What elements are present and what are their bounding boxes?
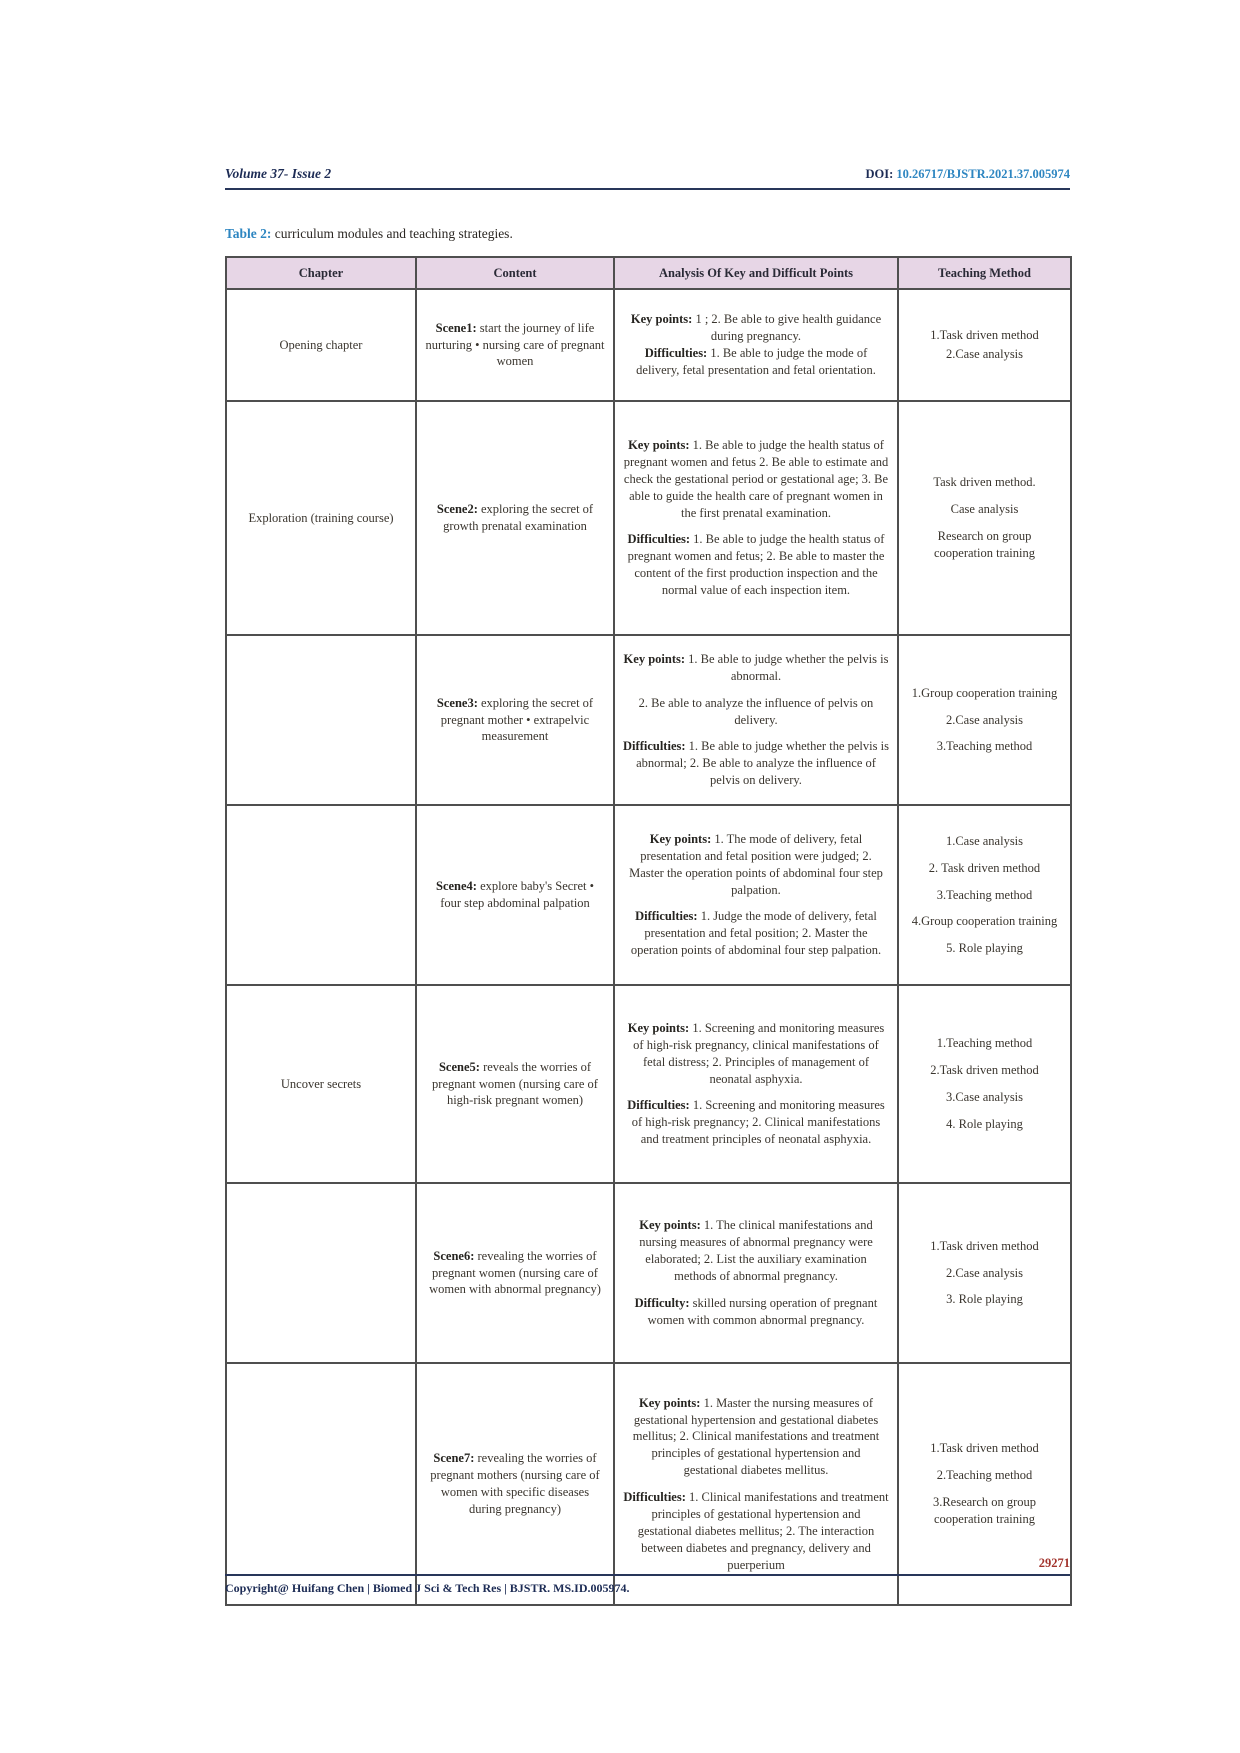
analysis-cell — [614, 635, 898, 805]
teaching-method-cell — [898, 985, 1071, 1183]
content-cell — [416, 1183, 614, 1363]
chapter-cell: Uncover secrets — [226, 985, 416, 1183]
teaching-method-item: 2.Task driven method — [930, 1063, 1039, 1078]
teaching-method-item: Task driven method. — [933, 475, 1036, 490]
doi-link[interactable]: 10.26717/BJSTR.2021.37.005974 — [896, 167, 1070, 181]
analysis-cell — [614, 401, 898, 635]
teaching-method-item: 2.Case analysis — [945, 712, 1024, 727]
analysis-paragraph: Difficulties: 1. Judge the mode of delivery, fetal presentation and fetal position; 2. Master the operation points of abdominal four step palpation. — [630, 909, 882, 958]
teaching-method-item: 3.Case analysis — [945, 1090, 1024, 1104]
column-header: Analysis Of Key and Difficult Points — [614, 257, 898, 289]
teaching-method-item: 3.Teaching method — [936, 887, 1033, 902]
analysis-paragraph: Difficulties: 1. Be able to judge the health status of pregnant women and fetus; 2. Be able to master the content of the first production inspection and the normal value of each inspection item. — [627, 532, 885, 598]
analysis-paragraph: Difficulty: skilled nursing operation of pregnant women with common abnormal pregnancy. — [634, 1295, 878, 1327]
scene-title: Scene1: start the journey of life nurturing • nursing care of pregnant women — [425, 320, 605, 369]
header-rule — [225, 188, 1070, 190]
teaching-method-cell — [898, 1183, 1071, 1363]
teaching-method-item: 3.Teaching method — [936, 739, 1033, 754]
chapter-cell: Exploration (training course) — [226, 401, 416, 635]
curriculum-table — [225, 256, 1072, 1606]
doi-label: DOI: — [865, 167, 894, 181]
teaching-method-item: Research on group cooperation training — [933, 529, 1035, 560]
scene-title: Scene6: revealing the worries of pregnant women (nursing care of women with abnormal pregnancy) — [429, 1248, 601, 1297]
teaching-method-item: 3.Research on group cooperation training — [932, 1495, 1037, 1526]
table-row — [226, 401, 1071, 635]
analysis-paragraph: Key points: 1. The clinical manifestations and nursing measures of abnormal pregnancy were elaborated; 2. List the auxiliary examination methods of abnormal pregnancy. — [639, 1218, 873, 1283]
teaching-method-item: 1.Task driven method — [930, 1441, 1039, 1456]
analysis-paragraph: Key points: 1. Screening and monitoring measures of high-risk pregnancy, clinical manifestations of fetal distress; 2. Principles of management of neonatal asphyxia. — [627, 1020, 885, 1086]
teaching-method-item: 1.Teaching method — [936, 1036, 1033, 1051]
content-cell — [416, 635, 614, 805]
copyright-text: Copyright@ Huifang Chen | Biomed J Sci & Tech Res | BJSTR. MS.ID.005974. — [225, 1581, 630, 1595]
analysis-paragraph: Key points: 1 ; 2. Be able to give health guidance during pregnancy. — [630, 312, 882, 344]
table-row — [226, 985, 1071, 1183]
teaching-method-item: 2.Teaching method — [936, 1468, 1033, 1483]
scene-title: Scene2: exploring the secret of growth prenatal examination — [436, 502, 594, 533]
content-cell — [416, 289, 614, 401]
teaching-method-item: 1.Group cooperation training — [911, 685, 1058, 700]
analysis-cell — [614, 985, 898, 1183]
analysis-paragraph: Key points: 1. Be able to judge whether the pelvis is abnormal. — [623, 651, 889, 683]
chapter-cell — [226, 635, 416, 805]
analysis-cell — [614, 1183, 898, 1363]
column-header: Content — [416, 257, 614, 289]
analysis-cell — [614, 805, 898, 985]
analysis-paragraph: Key points: 1. Be able to judge the health status of pregnant women and fetus 2. Be able to estimate and check the gestational period or gestational age; 3. Be able to guide the health care of pregnant women in the first prenatal examination. — [623, 438, 889, 520]
analysis-paragraph: Difficulties: 1. Be able to judge whether the pelvis is abnormal; 2. Be able to analyze the influence of pelvis on delivery. — [623, 739, 889, 788]
chapter-cell — [226, 1183, 416, 1363]
table-row — [226, 805, 1071, 985]
scene-title: Scene5: reveals the worries of pregnant women (nursing care of high-risk pregnant women) — [432, 1059, 598, 1108]
content-cell — [416, 805, 614, 985]
teaching-method-item: 1.Task driven method — [930, 1238, 1039, 1253]
teaching-method-item: 3. Role playing — [946, 1292, 1023, 1307]
teaching-method-item: 2.Case analysis — [945, 347, 1024, 361]
column-header: Teaching Method — [898, 257, 1071, 289]
table-caption — [225, 226, 513, 242]
teaching-method-cell — [898, 805, 1071, 985]
content-cell — [416, 985, 614, 1183]
chapter-cell: Opening chapter — [226, 289, 416, 401]
analysis-paragraph: Difficulties: 1. Clinical manifestations and treatment principles of gestational hypertension and gestational diabetes mellitus; 2. The interaction between diabetes and pregnancy, delivery and puerperium — [623, 1490, 889, 1572]
teaching-method-item: 4.Group cooperation training — [911, 914, 1058, 929]
scene-title: Scene7: revealing the worries of pregnant mothers (nursing care of women with specific diseases during pregnancy) — [430, 1451, 600, 1516]
volume-issue: Volume 37- Issue 2 — [225, 166, 332, 181]
page-header — [225, 166, 1070, 190]
teaching-method-item: 1.Task driven method — [930, 328, 1039, 343]
table-row — [226, 1183, 1071, 1363]
table-row — [226, 635, 1071, 805]
table-caption-text: curriculum modules and teaching strategies. — [271, 226, 513, 241]
doi — [865, 167, 1070, 182]
teaching-method-item: 2.Case analysis — [945, 1265, 1024, 1280]
analysis-paragraph: Key points: 1. Master the nursing measures of gestational hypertension and gestational diabetes mellitus; 2. Clinical manifestations and treatment principles of gestational hypertension and gestational diabetes mellitus. — [632, 1395, 880, 1478]
column-header: Chapter — [226, 257, 416, 289]
analysis-paragraph: Difficulties: 1. Screening and monitoring measures of high-risk pregnancy; 2. Clinical manifestations and treatment principles of neonatal asphyxia. — [627, 1098, 885, 1147]
chapter-cell — [226, 805, 416, 985]
analysis-paragraph: Key points: 1. The mode of delivery, fetal presentation and fetal position were judged; 2. Master the operation points of abdominal four step palpation. — [629, 831, 883, 897]
teaching-method-item: 1.Case analysis — [945, 833, 1024, 848]
page-number: 29271 — [1038, 1556, 1070, 1570]
teaching-method-item: 4. Role playing — [946, 1116, 1023, 1131]
teaching-method-item: Case analysis — [950, 502, 1019, 517]
scene-title: Scene3: exploring the secret of pregnant mother • extrapelvic measurement — [436, 695, 594, 744]
teaching-method-item: 2. Task driven method — [928, 860, 1041, 875]
table-caption-label: Table 2: — [225, 226, 272, 241]
table-row — [226, 289, 1071, 401]
page-footer — [225, 1556, 1070, 1596]
scene-title: Scene4: explore baby's Secret • four step abdominal palpation — [436, 879, 594, 910]
analysis-paragraph: 2. Be able to analyze the influence of pelvis on delivery. — [638, 695, 874, 727]
analysis-paragraph: Difficulties: 1. Be able to judge the mode of delivery, fetal presentation and fetal orientation. — [636, 346, 876, 377]
table-header-row — [226, 257, 1071, 289]
teaching-method-cell — [898, 635, 1071, 805]
teaching-method-cell — [898, 401, 1071, 635]
teaching-method-cell — [898, 289, 1071, 401]
content-cell — [416, 401, 614, 635]
teaching-method-item: 5. Role playing — [946, 941, 1023, 956]
analysis-cell — [614, 289, 898, 401]
